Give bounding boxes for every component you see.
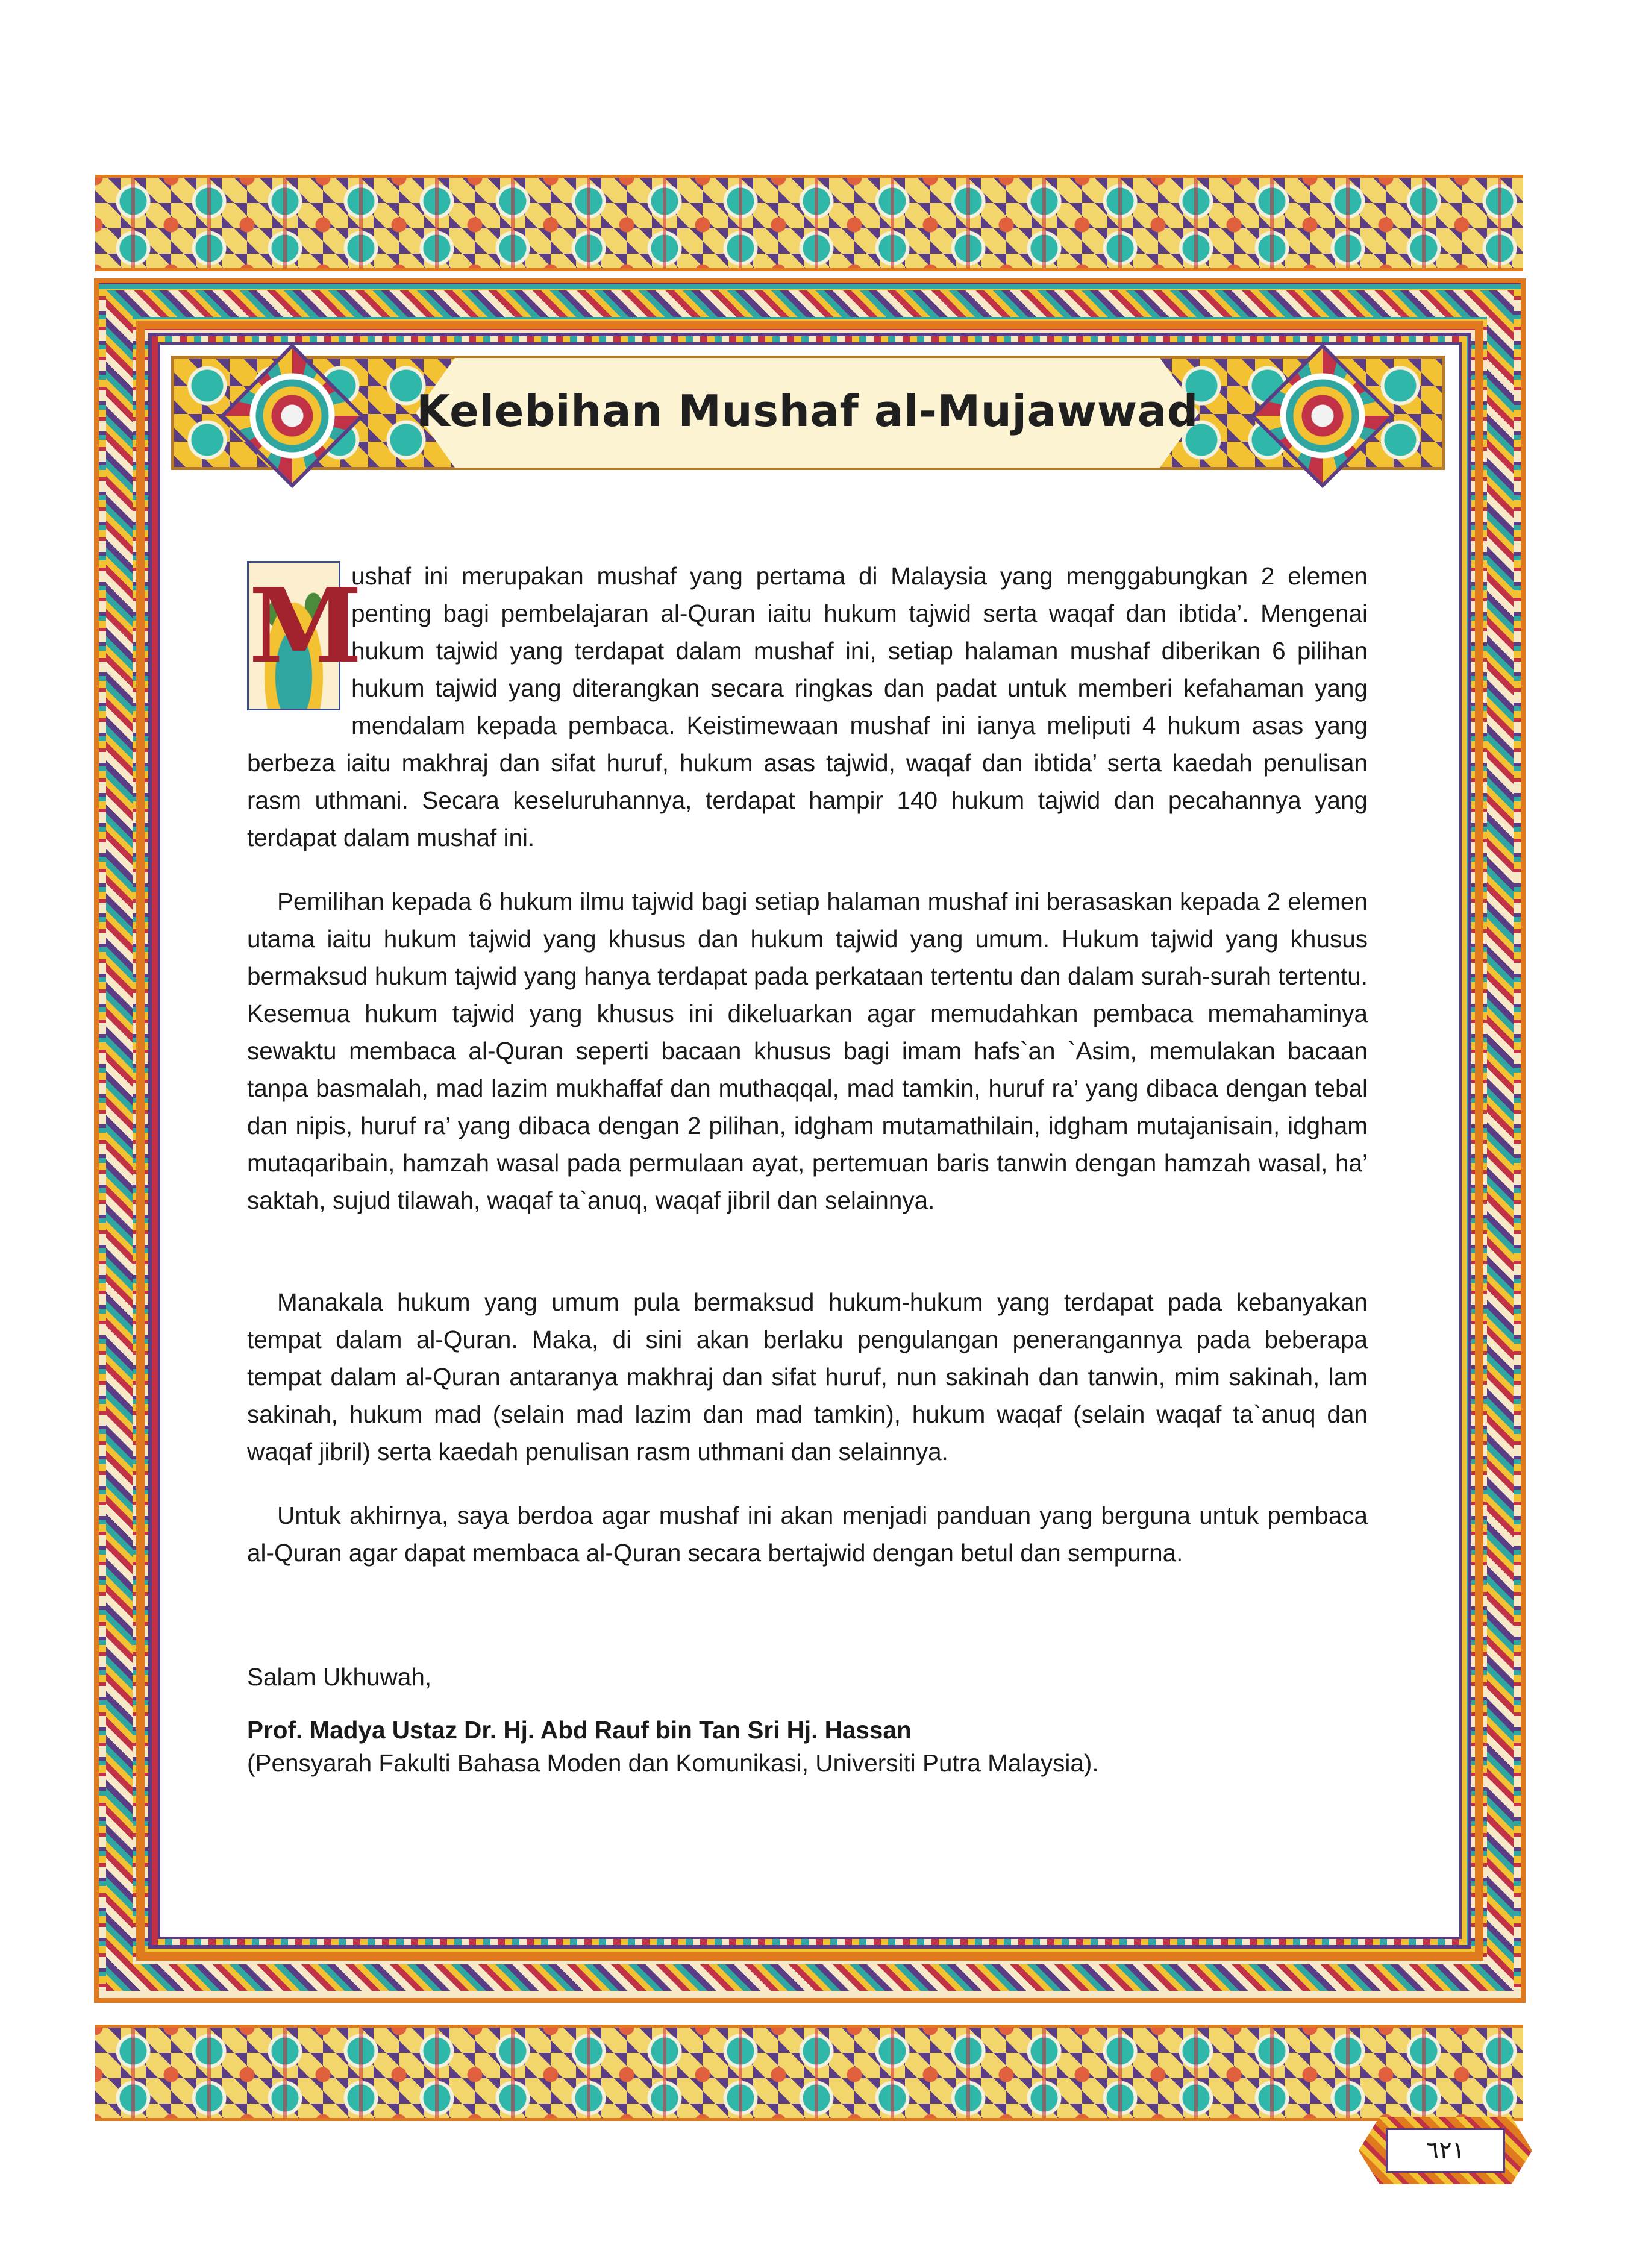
- drop-cap-letter: M: [249, 566, 363, 686]
- illuminated-drop-cap: [247, 561, 363, 710]
- paragraph-1-text: ushaf ini merupakan mushaf yang pertama di Malaysia yang menggabungkan 2 elemen penting bagi pembelajaran al-Quran iaitu hukum tajwid serta waqaf dan ibtida’. Mengenai hukum tajwid yang terdapat dalam mushaf ini, setiap halaman mushaf diberikan 6 pilihan hukum tajwid yang diterangkan secara ringkas dan padat untuk memberi kefahaman yang mendalam kepada pembaca. Keistimewaan mushaf ini ianya meliputi 4 hukum asas yang berbeza iaitu makhraj dan sifat huruf, hukum asas tajwid, waqaf dan ibtida’ serta kaedah penulisan rasm uthmani. Secara keseluruhannya, terdapat hampir 140 hukum tajwid dan pecahannya yang terdapat dalam mushaf ini.: [247, 562, 1368, 851]
- top-ornament-band: [95, 175, 1523, 271]
- signer-affiliation: (Pensyarah Fakulti Bahasa Moden dan Komunikasi, Universiti Putra Malaysia).: [247, 1749, 1099, 1777]
- signer-name: Prof. Madya Ustaz Dr. Hj. Abd Rauf bin Tan Sri Hj. Hassan: [247, 1716, 912, 1744]
- closing-greeting: Salam Ukhuwah,: [247, 1663, 432, 1691]
- paragraph-3: Manakala hukum yang umum pula bermaksud hukum-hukum yang terdapat pada kebanyakan tempat dalam al-Quran. Maka, di sini akan berlaku pengulangan penerangannya pada beberapa tempat dalam al-Quran antaranya makhraj dan sifat huruf, nun sakinah dan tanwin, mim sakinah, lam sakinah, hukum mad (selain mad lazim dan mad tamkin), hukum waqaf (selain waqaf ta`anuq dan waqaf jibril) serta kaedah penulisan rasm uthmani dan selainnya.: [247, 1288, 1368, 1465]
- bottom-ornament-band: [95, 2025, 1523, 2121]
- page-title: Kelebihan Mushaf al-Mujawwad: [416, 386, 1198, 436]
- paragraph-4: Untuk akhirnya, saya berdoa agar mushaf ini akan menjadi panduan yang berguna untuk pembaca al-Quran agar dapat membaca al-Quran secara bertajwid dengan betul dan sempurna.: [247, 1502, 1368, 1567]
- paragraph-2: Pemilihan kepada 6 hukum ilmu tajwid bagi setiap halaman mushaf ini berasaskan kepada 2 elemen utama iaitu hukum tajwid yang khusus dan hukum tajwid yang umum. Hukum tajwid yang khusus bermaksud hukum tajwid yang hanya terdapat pada perkataan tertentu dan dalam surah-surah tertentu. Kesemua hukum tajwid yang khusus ini dikeluarkan agar memudahkan pembaca memahaminya sewaktu membaca al-Quran seperti bacaan khusus bagi imam hafs`an `Asim, memulakan bacaan tanpa basmalah, mad lazim mukhaffaf dan muthaqqal, mad tamkin, huruf ra’ yang dibaca dengan tebal dan nipis, huruf ra’ yang dibaca dengan 2 pilihan, idgham mutamathilain, idgham mutajanisain, idgham mutaqaribain, hamzah wasal pada permulaan ayat, pertemuan baris tanwin dengan hamzah wasal, ha’ saktah, sujud tilawah, waqaf ta`anuq, waqaf jibril dan selainnya.: [247, 888, 1368, 1214]
- page-number: ٦٢١: [1386, 2128, 1505, 2173]
- paragraph-1: [247, 557, 1368, 856]
